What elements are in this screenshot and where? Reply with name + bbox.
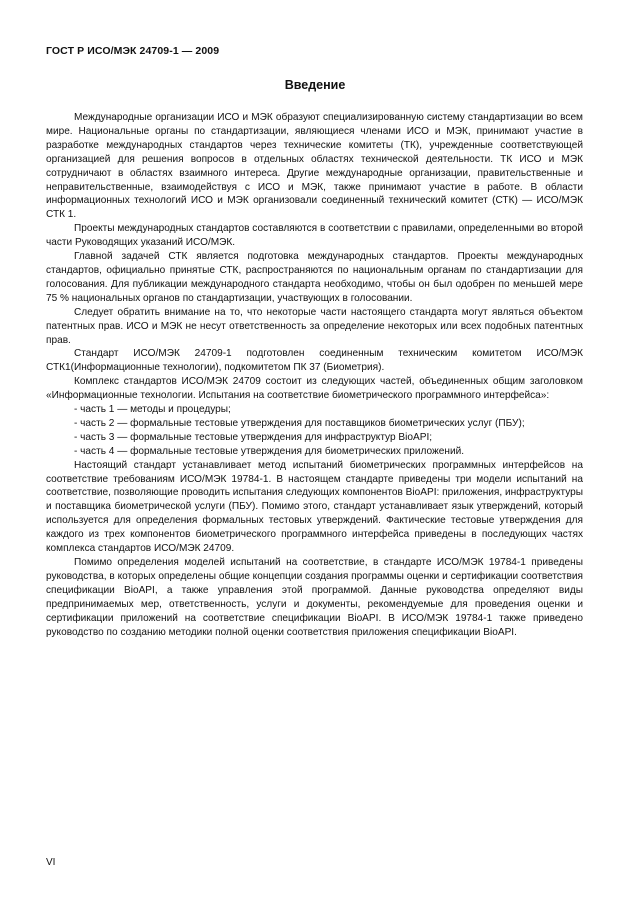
standard-header: ГОСТ Р ИСО/МЭК 24709-1 — 2009 bbox=[46, 45, 220, 57]
paragraph: Настоящий стандарт устанавливает метод испытаний биометрических программных интерфейсов на соответствие требованиям ИСО/МЭК 19784-1. В настоящем стандарте приведены три модели испытаний на соответствие, позволяющие проводить испытания следующих компонентов BioAPI: приложения, инфраструктуры и поставщика биометрической услуги (ПБУ). Помимо этого, стандарт устанавливает язык утверждений, который используется для определения формальных тестовых утверждений. Фактические тестовые утверждения для каждого из трех компонентов биометрического программного интерфейса приведены в последующих частях комплекса стандартов ИСО/МЭК 24709. bbox=[46, 459, 584, 555]
paragraph: Стандарт ИСО/МЭК 24709-1 подготовлен соединенным техническим комитетом ИСО/МЭК СТК1(Информационные технологии), подкомитетом ПК 37 (Биометрия). bbox=[46, 348, 583, 374]
paragraph: Помимо определения моделей испытаний на соответствие, в стандарте ИСО/МЭК 19784-1 приведены руководства, в которых определены общие концепции создания программы оценки и сертификации соответствия спецификации BioAPI, а также управления этой программой. Данные руководства определяют виды предпринимаемых мер, ответственность, услуги и документы, рекомендуемые для проведения оценки и сертификации приложений на соответствие спецификации BioAPI. В ИСО/МЭК 19784-1 также приведено руководство по созданию методики полной оценки соответствия приложения спецификации BioAPI. bbox=[46, 557, 583, 638]
page-number: VI bbox=[46, 857, 56, 868]
paragraph: Комплекс стандартов ИСО/МЭК 24709 состоит из следующих частей, объединенных общим заголовком «Информационные технологии. Испытания на соответствие биометрического программного интерфейса»: bbox=[46, 376, 583, 402]
list-item: - часть 2 — формальные тестовые утверждения для поставщиков биометрических услуг (ПБУ); bbox=[74, 417, 525, 429]
paragraph: Главной задачей СТК является подготовка международных стандартов. Проекты международных стандартов, официально принятые СТК, распространяются по национальным органам по стандартизации для голосования. Для публикации международного стандарта необходимо, чтобы он был одобрен по меньшей мере 75 % национальных органов по стандартизации, участвующих в голосовании. bbox=[46, 251, 583, 304]
list-item: - часть 3 — формальные тестовые утверждения для инфраструктур BioAPI; bbox=[74, 431, 433, 443]
body-text bbox=[46, 111, 583, 639]
paragraph: Международные организации ИСО и МЭК образуют специализированную систему стандартизации во всем мире. Национальные органы по стандартизации, являющиеся членами ИСО и МЭК, принимают участие в разработке международных стандартов через технические комитеты (ТК), учрежденные соответствующей организацией для решения вопросов в отдельных областях технической деятельности. ТК ИСО и МЭК сотрудничают в областях взаимного интереса. Другие международные организации, правительственные и неправительственные, взаимодействуя с ИСО и МЭК, также принимают участие в работе. В области информационных технологий ИСО и МЭК организовали соединенный технический комитет (СТК) — ИСО/МЭК СТК 1. bbox=[46, 112, 583, 221]
list-item: - часть 1 — методы и процедуры; bbox=[74, 404, 231, 416]
paragraph: Проекты международных стандартов составляются в соответствии с правилами, определенными во второй части Руководящих указаний ИСО/МЭК. bbox=[46, 223, 583, 249]
paragraph: Следует обратить внимание на то, что некоторые части настоящего стандарта могут являться объектом патентных прав. ИСО и МЭК не несут ответственность за определение некоторых или всех подобных патентных прав. bbox=[46, 306, 583, 346]
page-title: Введение bbox=[284, 78, 346, 92]
list-item: - часть 4 — формальные тестовые утверждения для биометрических приложений. bbox=[74, 445, 465, 457]
